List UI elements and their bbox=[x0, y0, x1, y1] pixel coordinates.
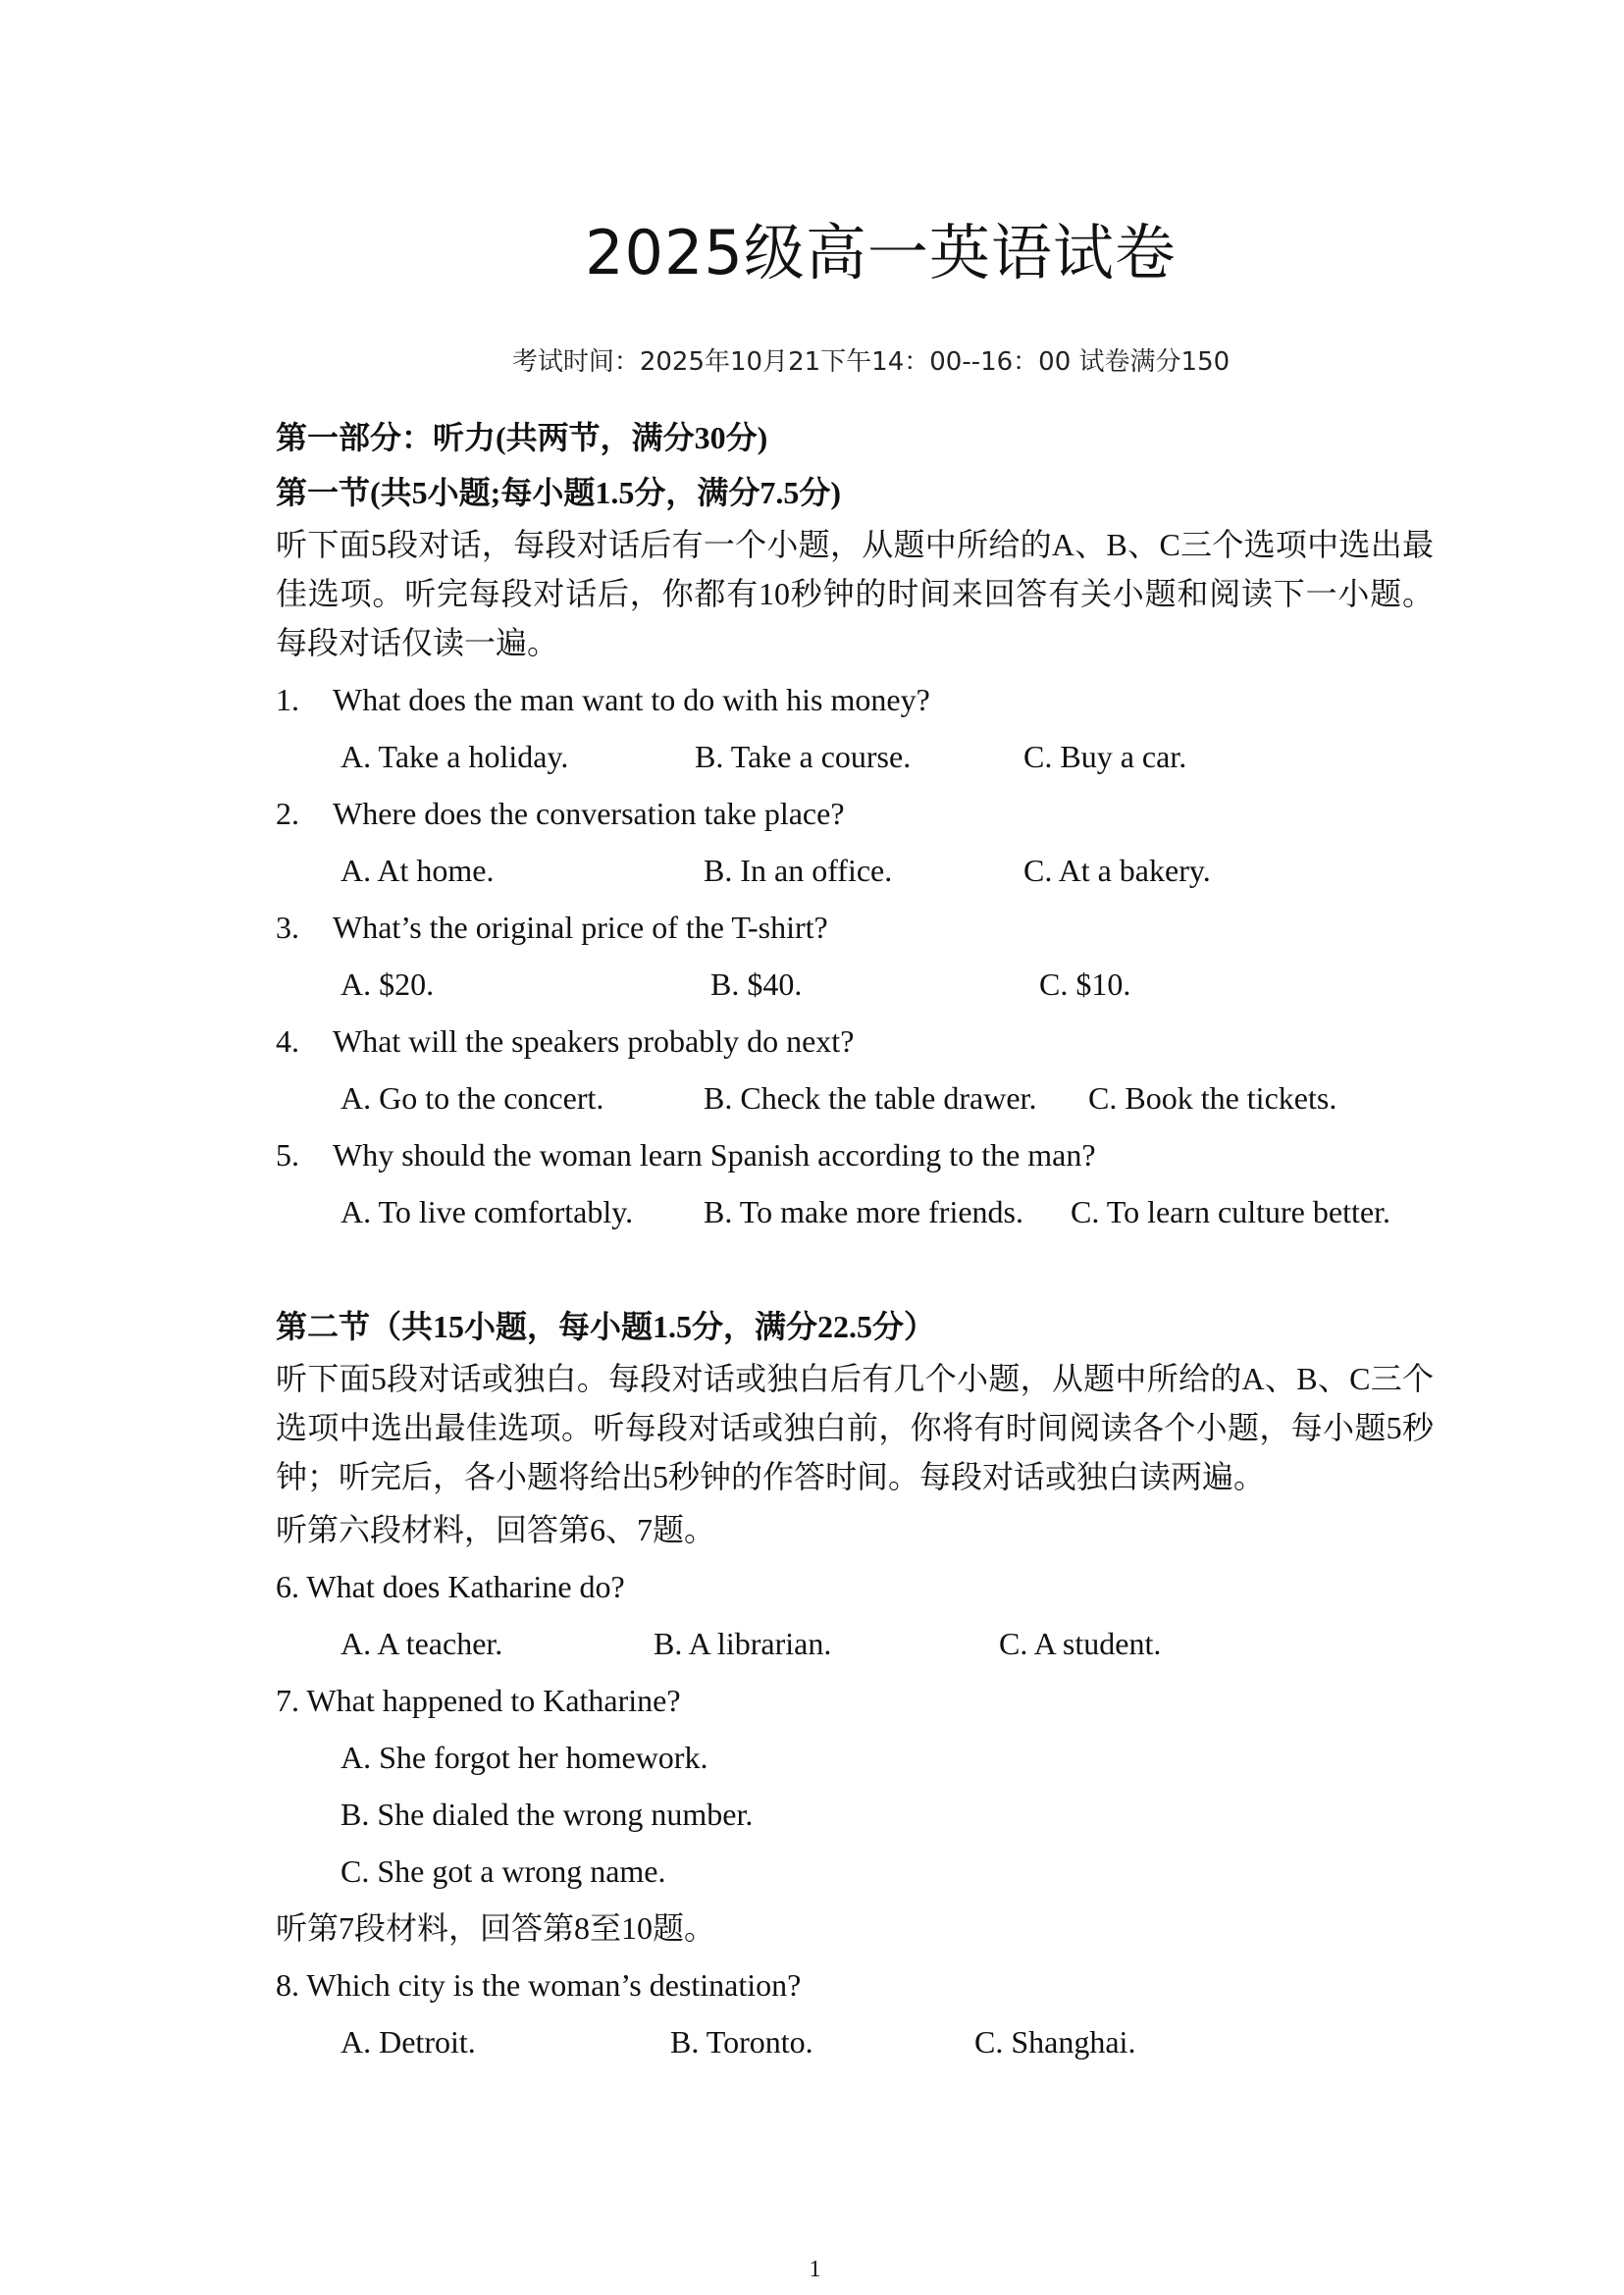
option-b: B. In an office. bbox=[704, 853, 893, 888]
material-7-note: 听第7段材料，回答第8至10题。 bbox=[276, 1910, 716, 1946]
question-1 bbox=[276, 671, 1434, 728]
option-c: C. Book the tickets. bbox=[1088, 1080, 1337, 1116]
question-text: Why should the woman learn Spanish according to the man? bbox=[333, 1137, 1096, 1173]
option-b: B. To make more friends. bbox=[704, 1194, 1023, 1229]
options-row bbox=[276, 1069, 1434, 1126]
question-3 bbox=[276, 899, 1434, 956]
question-7: 7. What happened to Katharine? bbox=[276, 1683, 681, 1718]
section2-instructions: 听下面5段对话或独白。每段对话或独白后有几个小题，从题中所给的A、B、C三个选项中选出最佳选项。听每段对话或独白前，你将有时间阅读各个小题，每小题5秒钟；听完后，各小题将给出5秒钟的作答时间。每段对话或独白读两遍。 bbox=[276, 1361, 1434, 1494]
option-c: C. Shanghai. bbox=[974, 2024, 1136, 2060]
option-c: C. Buy a car. bbox=[1023, 739, 1187, 774]
question-number: 3. bbox=[276, 910, 299, 945]
section1-instructions: 听下面5段对话，每段对话后有一个小题，从题中所给的A、B、C三个选项中选出最佳选项。听完每段对话后，你都有10秒钟的时间来回答有关小题和阅读下一小题。每段对话仅读一遍。 bbox=[276, 527, 1434, 660]
option-b: B. Check the table drawer. bbox=[704, 1080, 1037, 1116]
question-number: 5. bbox=[276, 1137, 299, 1173]
option-a: A. To live comfortably. bbox=[341, 1194, 634, 1229]
option-c: C. At a bakery. bbox=[1023, 853, 1211, 888]
question-5 bbox=[276, 1126, 1434, 1183]
section2-heading: 第二节（共15小题，每小题1.5分，满分22.5分） bbox=[276, 1309, 936, 1344]
question-2 bbox=[276, 785, 1434, 842]
option-c: C. To learn culture better. bbox=[1071, 1194, 1390, 1229]
option-c: C. A student. bbox=[999, 1626, 1162, 1661]
option-c: C. $10. bbox=[1039, 966, 1131, 1002]
option-b: B. Take a course. bbox=[695, 739, 912, 774]
option-a: A. Go to the concert. bbox=[341, 1080, 604, 1116]
options-row bbox=[276, 728, 1434, 785]
question-text: Where does the conversation take place? bbox=[333, 796, 845, 831]
section-spacer bbox=[276, 1240, 1434, 1299]
option-a: A. At home. bbox=[341, 853, 495, 888]
question-text: What’s the original price of the T-shirt? bbox=[333, 910, 828, 945]
option-a: A. Detroit. bbox=[341, 2024, 476, 2060]
options-row bbox=[276, 956, 1434, 1013]
option-b: B. $40. bbox=[710, 966, 803, 1002]
option-b: B. A librarian. bbox=[654, 1626, 832, 1661]
option-a: A. Take a holiday. bbox=[341, 739, 569, 774]
exam-content bbox=[276, 410, 1434, 2070]
option-c: C. She got a wrong name. bbox=[341, 1853, 666, 1889]
options-row bbox=[276, 842, 1434, 899]
question-number: 4. bbox=[276, 1023, 299, 1059]
page-number: 1 bbox=[809, 2257, 821, 2282]
option-b: B. She dialed the wrong number. bbox=[341, 1797, 754, 1832]
question-text: What will the speakers probably do next? bbox=[333, 1023, 855, 1059]
question-6: 6. What does Katharine do? bbox=[276, 1569, 625, 1604]
option-a: A. $20. bbox=[341, 966, 435, 1002]
question-4 bbox=[276, 1013, 1434, 1069]
option-a: A. She forgot her homework. bbox=[341, 1740, 708, 1775]
question-number: 1. bbox=[276, 682, 299, 717]
part1-heading: 第一部分：听力(共两节，满分30分) bbox=[276, 420, 768, 455]
options-row bbox=[276, 2013, 1434, 2070]
exam-meta: 考试时间：2025年10月21下午14：00--16：00 试卷满分150 bbox=[511, 347, 1231, 377]
question-number: 2. bbox=[276, 796, 299, 831]
exam-title: 2025级高一英语试卷 bbox=[585, 217, 1177, 288]
question-8: 8. Which city is the woman’s destination? bbox=[276, 1967, 802, 2003]
question-text: What does the man want to do with his money? bbox=[333, 682, 930, 717]
option-a: A. A teacher. bbox=[341, 1626, 503, 1661]
section1-heading: 第一节(共5小题;每小题1.5分，满分7.5分) bbox=[276, 475, 841, 510]
material-6-note: 听第六段材料，回答第6、7题。 bbox=[276, 1512, 716, 1547]
options-row bbox=[276, 1615, 1434, 1672]
option-b: B. Toronto. bbox=[670, 2024, 813, 2060]
options-row bbox=[276, 1183, 1434, 1240]
